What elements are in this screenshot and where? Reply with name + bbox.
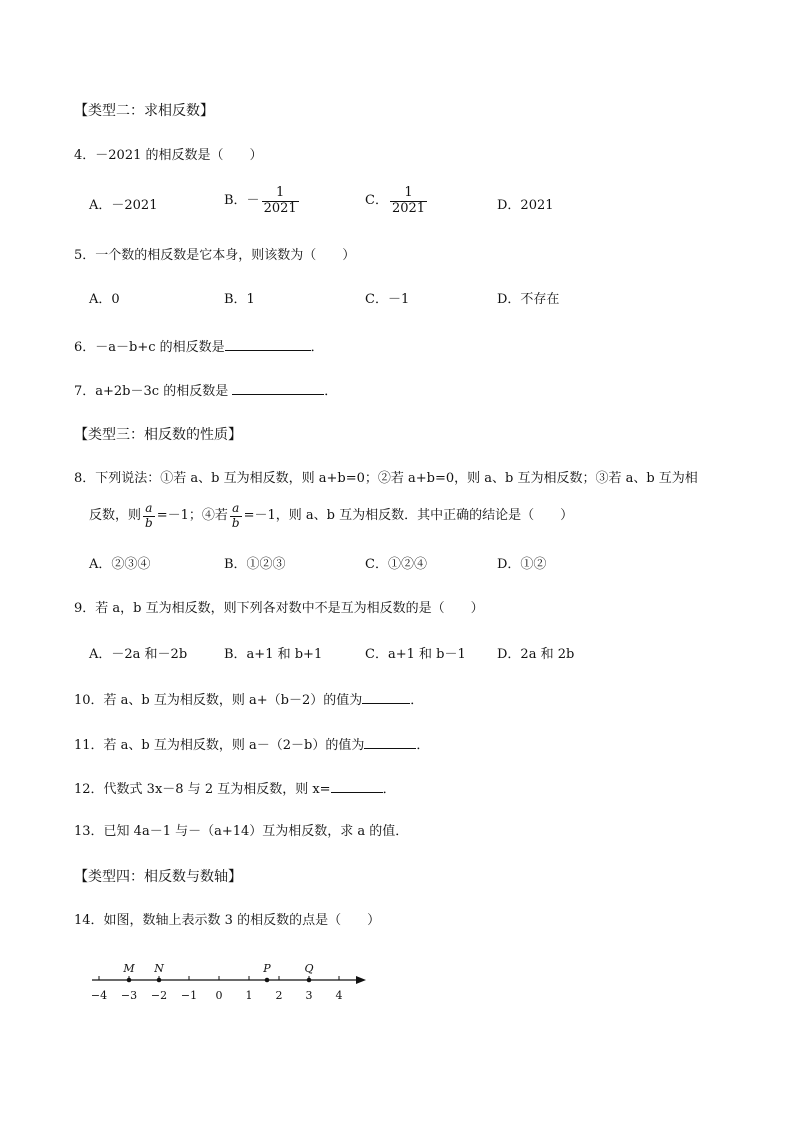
number-line-figure xyxy=(88,955,378,1009)
q8-frac1-den: b xyxy=(145,515,153,530)
tick-label: −4 xyxy=(90,989,108,1002)
q4-option-b xyxy=(224,186,301,217)
question-10-text: 10．若 a、b 互为相反数，则 a+（b－2）的值为 xyxy=(74,693,363,708)
q8-option-b: B．①②③ xyxy=(224,557,286,572)
question-11-end: ． xyxy=(416,738,430,753)
point-group xyxy=(122,962,313,982)
q4-option-c xyxy=(365,186,429,217)
tick-label: −1 xyxy=(180,989,198,1002)
q5-option-a: A．0 xyxy=(89,292,120,307)
section-heading-type4: 【类型四：相反数与数轴】 xyxy=(74,869,242,885)
question-8-line-2 xyxy=(89,496,573,536)
question-7-text: 7．a+2b－3c 的相反数是 xyxy=(74,384,229,399)
point-q-label: Q xyxy=(304,962,314,975)
question-6-text: 6．－a－b+c 的相反数是 xyxy=(74,340,225,355)
q8-line2-part-a: 反数，则 xyxy=(89,508,142,523)
point-p-label: P xyxy=(263,962,271,975)
question-13: 13．已知 4a－1 与－（a+14）互为相反数，求 a 的值． xyxy=(74,824,409,839)
answer-blank xyxy=(364,734,416,749)
q8-line2-part-c: =－1，则 a、b 互为相反数．其中正确的结论是（ ） xyxy=(243,508,574,523)
point-n-label: N xyxy=(154,962,164,975)
question-7-end: ． xyxy=(324,384,338,399)
section-heading-type2: 【类型二：求相反数】 xyxy=(74,103,214,119)
q4-c-numerator: 1 xyxy=(404,185,413,200)
tick-label: 4 xyxy=(335,989,343,1002)
question-10 xyxy=(74,689,423,711)
q8-frac1-num: a xyxy=(145,500,153,515)
answer-blank xyxy=(225,336,311,351)
point-n-dot xyxy=(157,978,162,983)
question-11-text: 11．若 a、b 互为相反数，则 a－（2－b）的值为 xyxy=(74,738,365,753)
q8-frac2-den: b xyxy=(231,515,240,530)
question-9-stem: 9．若 a，b 互为相反数，则下列各对数中不是互为相反数的是（ ） xyxy=(74,601,484,616)
q8-frac2-num: a xyxy=(232,500,240,515)
axis-arrowhead xyxy=(356,976,366,984)
question-12-text: 12．代数式 3x－8 与 2 互为相反数，则 x= xyxy=(74,782,331,797)
q4-b-denominator: 2021 xyxy=(263,200,297,216)
q8-fraction-1 xyxy=(143,502,155,531)
q8-option-d: D．①② xyxy=(497,557,547,572)
answer-blank xyxy=(232,380,324,395)
q8-fraction-2 xyxy=(230,502,242,531)
answer-blank xyxy=(362,689,410,704)
question-6-end: ． xyxy=(310,340,324,355)
question-12-end: ． xyxy=(382,782,396,797)
q4-option-c-prefix: C． xyxy=(365,193,388,209)
point-p-dot xyxy=(265,978,270,983)
point-m-label: M xyxy=(123,962,135,975)
question-14-stem: 14．如图，数轴上表示数 3 的相反数的点是（ ） xyxy=(74,913,381,928)
section-heading-type3: 【类型三：相反数的性质】 xyxy=(74,427,242,443)
q4-c-denominator: 2021 xyxy=(391,200,426,216)
question-6 xyxy=(74,336,324,358)
question-12 xyxy=(74,778,396,800)
tick-label: 2 xyxy=(275,989,283,1002)
q4-option-c-fraction xyxy=(390,186,427,217)
tick-label: 3 xyxy=(305,989,313,1002)
point-m-dot xyxy=(127,978,132,983)
tick-label: −2 xyxy=(150,989,168,1002)
q5-option-d: D．不存在 xyxy=(497,292,560,307)
tick-label: −3 xyxy=(120,989,138,1002)
question-5-stem: 5．一个数的相反数是它本身，则该数为（ ） xyxy=(74,248,356,263)
tick-label: 1 xyxy=(245,989,253,1002)
tick-label: 0 xyxy=(215,989,223,1002)
q4-option-a: A．－2021 xyxy=(89,198,158,213)
question-8-line-1: 8．下列说法：①若 a、b 互为相反数，则 a+b=0；②若 a+b=0，则 a、b 互为相反数；③若 a、b 互为相 xyxy=(74,471,698,486)
question-7 xyxy=(74,380,337,402)
q4-option-b-fraction xyxy=(262,186,299,217)
point-q-dot xyxy=(307,978,312,983)
q4-option-b-prefix: B．－ xyxy=(224,193,260,209)
question-11 xyxy=(74,734,429,756)
q9-option-c: C．a+1 和 b－1 xyxy=(365,647,466,662)
q4-option-d: D．2021 xyxy=(497,198,554,213)
q8-line2-part-b: =－1；④若 xyxy=(156,508,228,523)
q9-option-a: A．－2a 和－2b xyxy=(89,647,188,662)
q5-option-b: B．1 xyxy=(224,292,255,307)
q9-option-d: D．2a 和 2b xyxy=(497,647,575,662)
q5-option-c: C．－1 xyxy=(365,292,410,307)
question-4-stem: 4．－2021 的相反数是（ ） xyxy=(74,148,263,163)
q4-b-numerator: 1 xyxy=(275,185,285,200)
question-10-end: ． xyxy=(410,693,424,708)
q9-option-b: B．a+1 和 b+1 xyxy=(224,647,323,662)
q8-option-a: A．②③④ xyxy=(89,557,151,572)
answer-blank xyxy=(331,778,383,793)
q8-option-c: C．①②④ xyxy=(365,557,427,572)
